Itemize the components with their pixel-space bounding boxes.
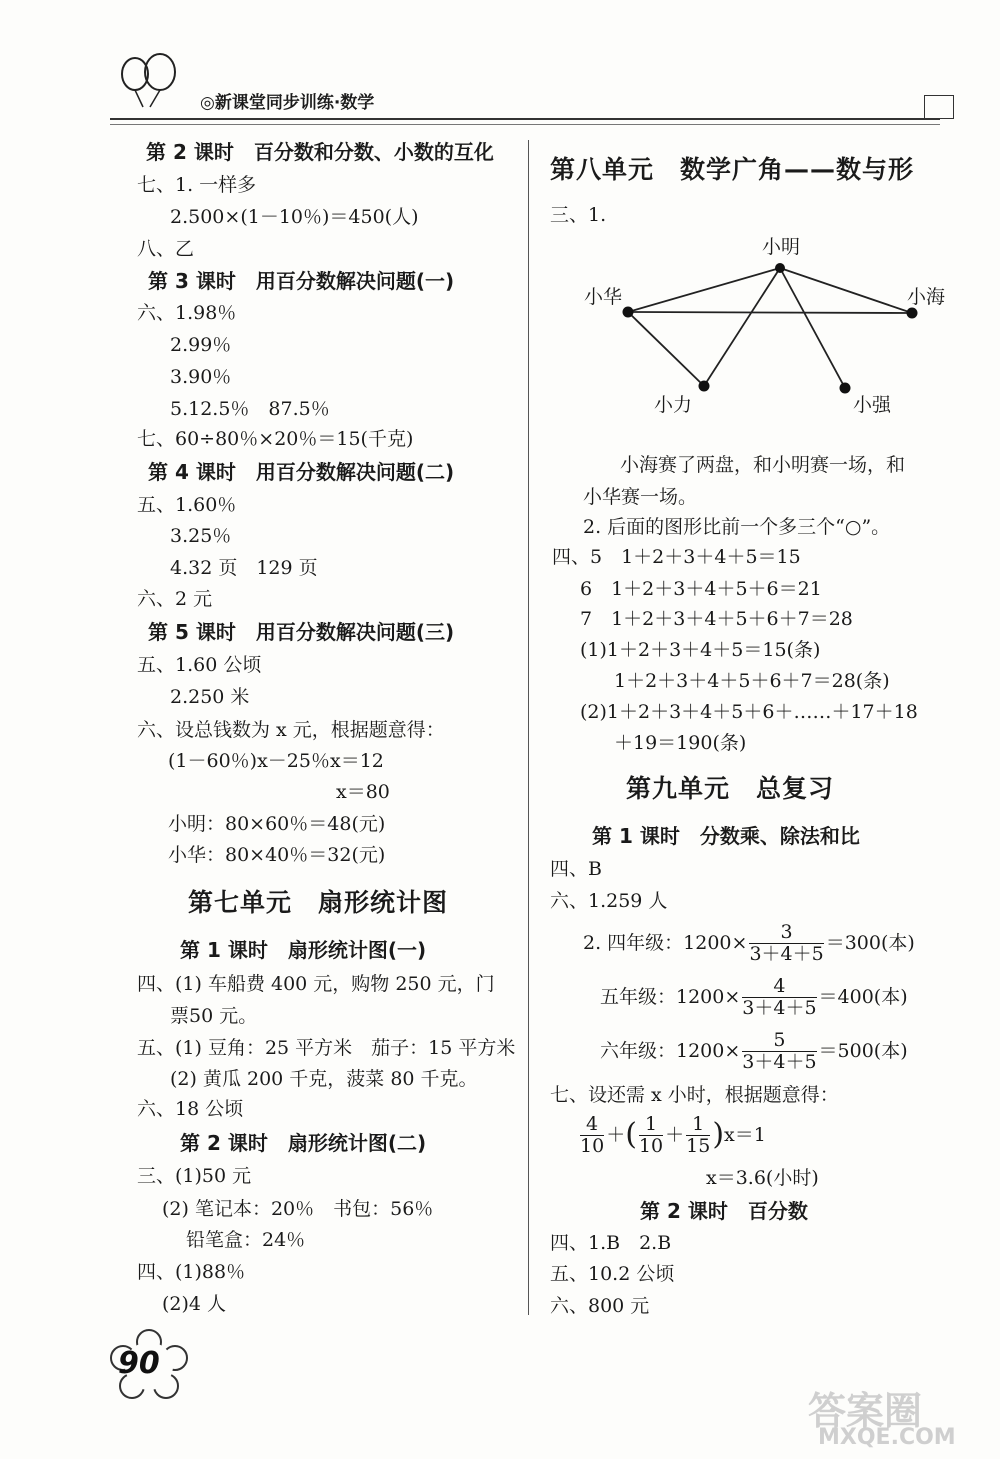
left-line: 五、1.60％	[137, 494, 237, 516]
right-line: ＋19＝190(条)	[614, 732, 747, 754]
equation-row: $\frac{4}{10}$ ＋ ( $\frac{1}{10}$ ＋ $\frac{1}{15}$ ) x＝1	[580, 1113, 766, 1157]
left-line: (1－60％)x－25％x＝12	[168, 750, 384, 772]
right-line: 六、800 元	[550, 1295, 650, 1317]
fraction-row-1: 2. 四年级：1200× $\frac{3}{3+4+5}$ ＝300(本)	[583, 921, 915, 965]
left-heading-1: 第 2 课时 百分数和分数、小数的互化	[146, 140, 494, 164]
page-number: 90	[118, 1346, 160, 1381]
right-heading-2: 第 2 课时 百分数	[640, 1199, 808, 1223]
left-line: 六、设总钱数为 x 元，根据题意得：	[137, 719, 445, 741]
left-line: 4.32 页 129 页	[170, 557, 318, 579]
node-xiaoming	[775, 263, 785, 273]
graph-label-bottom-right: 小强	[853, 394, 892, 416]
right-line: 六、1.259 人	[550, 890, 668, 912]
left-line: 2.99％	[170, 334, 232, 356]
column-divider	[528, 140, 529, 1315]
unit-8-title: 第八单元 数学广角——数与形	[550, 155, 915, 184]
left-line: 五、(1) 豆角：25 平方米 茄子：15 平方米	[137, 1037, 516, 1059]
node-xiaohai	[907, 308, 918, 319]
header-title: ◎新课堂同步训练·数学	[200, 93, 375, 113]
right-line: 6 1＋2＋3＋4＋5＋6＝21	[580, 578, 822, 600]
left-line: (2) 黄瓜 200 千克，菠菜 80 千克。	[170, 1068, 478, 1090]
node-xiaohua	[623, 307, 634, 318]
right-line: 7 1＋2＋3＋4＋5＋6＋7＝28	[580, 608, 853, 630]
right-line: 四、B	[550, 858, 602, 880]
left-line: 3.90％	[170, 366, 232, 388]
left-line: 七、60÷80％×20％＝15(千克)	[137, 428, 414, 450]
node-xiaoli	[699, 381, 710, 392]
left-line: 小华：80×40％＝32(元)	[168, 844, 386, 866]
header-corner-mark	[924, 95, 954, 119]
left-heading-5: 第 1 课时 扇形统计图(一)	[180, 938, 427, 962]
question-3-label: 三、1.	[550, 204, 607, 226]
left-line: 四、(1)88％	[137, 1261, 246, 1283]
match-graph	[580, 230, 960, 420]
left-line: (2) 笔记本：20％ 书包：56％	[162, 1198, 434, 1220]
header-rule	[110, 118, 940, 125]
right-line: (1)1＋2＋3＋4＋5＝15(条)	[580, 639, 821, 661]
right-heading-1: 第 1 课时 分数乘、除法和比	[592, 824, 860, 848]
right-line: 1＋2＋3＋4＋5＋6＋7＝28(条)	[614, 670, 890, 692]
left-heading-3: 第 4 课时 用百分数解决问题(二)	[148, 460, 455, 484]
left-line: 2.250 米	[170, 686, 250, 708]
watermark-logo-text: 答案圈	[808, 1389, 923, 1433]
left-line: 3.25％	[170, 525, 232, 547]
unit-7-title: 第七单元 扇形统计图	[188, 888, 449, 917]
right-line: (2)1＋2＋3＋4＋5＋6＋……＋17＋18	[580, 701, 918, 723]
right-line: 四、1.B 2.B	[550, 1232, 672, 1254]
left-heading-2: 第 3 课时 用百分数解决问题(一)	[148, 269, 455, 293]
left-heading-4: 第 5 课时 用百分数解决问题(三)	[148, 620, 455, 644]
node-xiaoqiang	[840, 383, 851, 394]
left-line: 六、18 公顷	[137, 1098, 244, 1120]
left-line: 六、1.98％	[137, 302, 237, 324]
right-line: 小华赛一场。	[583, 486, 698, 508]
left-line: 2.500×(1－10％)＝450(人)	[170, 206, 419, 228]
left-line: 五、1.60 公顷	[137, 654, 262, 676]
left-line: 三、(1)50 元	[137, 1165, 252, 1187]
left-heading-6: 第 2 课时 扇形统计图(二)	[180, 1131, 427, 1155]
graph-label-top: 小明	[762, 236, 801, 258]
left-line: (2)4 人	[162, 1293, 227, 1315]
graph-label-left: 小华	[584, 286, 623, 308]
left-line: 5.12.5％ 87.5％	[170, 398, 330, 420]
fraction-row-2: 五年级：1200× $\frac{4}{3+4+5}$ ＝400(本)	[600, 975, 908, 1019]
right-line: 小海赛了两盘，和小明赛一场，和	[620, 454, 906, 476]
right-line: x＝3.6(小时)	[706, 1167, 819, 1189]
left-line: 票50 元。	[170, 1005, 258, 1027]
graph-label-right: 小海	[907, 286, 946, 308]
right-line: 七、设还需 x 小时，根据题意得：	[550, 1084, 839, 1106]
left-line: 七、1. 一样多	[137, 174, 257, 196]
header-logo	[105, 52, 195, 112]
balloon-icon	[105, 52, 195, 112]
left-line: 小明：80×60％＝48(元)	[168, 813, 386, 835]
left-line: 铅笔盒：24％	[186, 1229, 306, 1251]
left-line: 八、乙	[137, 238, 195, 260]
left-line: 四、(1) 车船费 400 元，购物 250 元，门	[137, 973, 495, 995]
right-line: 2. 后面的图形比前一个多三个“○”。	[583, 516, 891, 538]
right-line: 五、10.2 公顷	[550, 1263, 675, 1285]
right-line: 四、5 1＋2＋3＋4＋5＝15	[552, 546, 801, 568]
left-line: x＝80	[336, 781, 390, 803]
unit-9-title: 第九单元 总复习	[626, 774, 835, 803]
watermark-url: MXQE.COM	[818, 1425, 956, 1450]
fraction-row-3: 六年级：1200× $\frac{5}{3+4+5}$ ＝500(本)	[600, 1029, 908, 1073]
left-line: 六、2 元	[137, 588, 213, 610]
graph-label-bottom-left: 小力	[654, 394, 693, 416]
